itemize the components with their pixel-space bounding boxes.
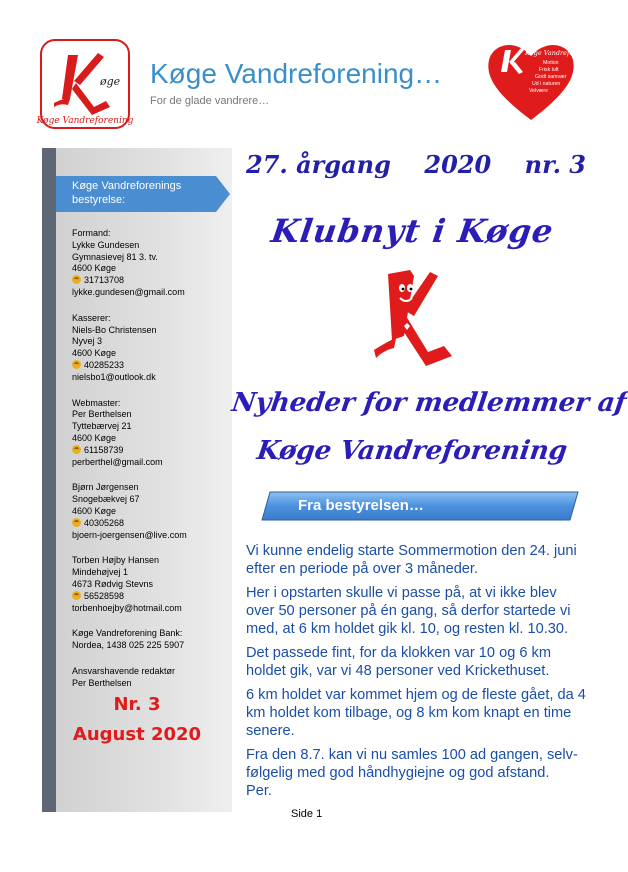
newsletter-title: Klubnyt i Køge [268, 212, 557, 250]
contact-phone [72, 275, 232, 287]
logo-text: Køge Vandreforening [36, 116, 134, 126]
heart-word: Godt samvær [535, 74, 567, 80]
koege-vandreforening-logo [36, 39, 134, 129]
editor-info [72, 666, 232, 690]
contact-line: Gymnasievej 81 3. tv. [72, 251, 158, 262]
contact-line: Niels-Bo Christensen [72, 324, 157, 335]
phone-icon [72, 445, 81, 454]
contact-phone [72, 591, 232, 603]
contact-email[interactable]: nielsbo1@outlook.dk [72, 371, 156, 382]
phone-number: 40305268 [84, 517, 125, 528]
contact-line: Mindehøjvej 1 [72, 567, 129, 578]
phone-icon [72, 275, 81, 284]
contact-webmaster [72, 398, 232, 469]
board-banner [56, 176, 216, 212]
page-number: Side 1 [291, 808, 323, 820]
site-title: Køge Vandreforening… [150, 58, 443, 89]
contact-phone [72, 518, 232, 530]
issue-number [42, 690, 232, 750]
contact-line: 4673 Rødvig Stevns [72, 578, 154, 589]
issue-number-line: Nr. 3 [113, 694, 161, 715]
contact-line: 4600 Køge [72, 505, 117, 516]
volume: 27. årgang [246, 150, 391, 179]
paragraph: Det passede fint, for da klokken var 10 og 6 km holdet gik, var vi 48 personer ved Krickethuset. [246, 645, 552, 679]
paragraph: Her i opstarten skulle vi passe på, at vi ikke blev over 50 personer på én gang, så derfor startede vi med, at 6 km holdet gik kl. 10, og resten kl. 10.30. [246, 585, 571, 637]
bank-line: Køge Vandreforening Bank: [72, 628, 183, 639]
article-body [246, 542, 586, 806]
paragraph: 6 km holdet var kommet hjem og de fleste gået, da 4 km holdet kom tilbage, og 8 km kom knapt en time senere. [246, 687, 586, 739]
board-banner-line: Køge Vandreforenings [72, 180, 182, 192]
heart-word: Frisk luft [539, 67, 559, 73]
k-mascot-logo [370, 266, 460, 376]
volume-line [246, 150, 586, 179]
contact-line: Snogebækvej 67 [72, 494, 140, 505]
issue: nr. 3 [524, 150, 586, 179]
contact-line: Lykke Gundesen [72, 239, 140, 250]
contact-line: 4600 Køge [72, 432, 117, 443]
bank-line: Nordea, 1438 025 225 5907 [72, 640, 185, 651]
headline-line-2: Køge Vandreforening [254, 436, 570, 466]
contact-member [72, 482, 232, 541]
contact-line: Webmaster: [72, 397, 121, 408]
headline-line-1: Nyheder for medlemmer af [229, 388, 628, 418]
editor-line: Per Berthelsen [72, 677, 132, 688]
phone-number: 31713708 [84, 275, 125, 286]
site-tagline: For de glade vandrere… [150, 95, 270, 107]
svg-text:øge: øge [100, 75, 121, 88]
contact-email[interactable]: bjoern-joergensen@live.com [72, 529, 187, 540]
editor-line: Ansvarshavende redaktør [72, 665, 176, 676]
contact-email[interactable]: perberthel@gmail.com [72, 456, 163, 467]
contact-formand [72, 228, 232, 299]
contact-line: Tyttebærvej 21 [72, 421, 132, 432]
heart-brand: Køge Vandreforening [525, 49, 595, 57]
contact-line: Kasserer: [72, 312, 111, 323]
heart-word: Velvære [529, 88, 549, 94]
contact-line: Torben Højby Hansen [72, 555, 160, 566]
heart-word: Motion [543, 60, 559, 66]
issue-date-line: August 2020 [72, 724, 202, 745]
contact-phone [72, 445, 232, 457]
year: 2020 [424, 150, 492, 179]
paragraph: Fra den 8.7. kan vi nu samles 100 ad gangen, selv-følgelig med god håndhygiejne og god afstand. [246, 747, 578, 781]
signature: Per. [246, 783, 272, 799]
contact-line: 4600 Køge [72, 263, 117, 274]
contact-line: Bjørn Jørgensen [72, 482, 139, 493]
phone-icon [72, 360, 81, 369]
board-contacts [72, 228, 232, 704]
phone-icon [72, 518, 81, 527]
banner-arrow [216, 176, 230, 212]
contact-phone [72, 360, 232, 372]
contact-line: Per Berthelsen [72, 409, 132, 420]
contact-line: Formand: [72, 228, 111, 238]
contact-email[interactable]: lykke.gundesen@gmail.com [72, 286, 185, 297]
contact-member [72, 555, 232, 614]
phone-number: 40285233 [84, 359, 125, 370]
contact-line: Nyvej 3 [72, 336, 103, 347]
contact-email[interactable]: torbenhoejby@hotmail.com [72, 602, 182, 613]
bank-info [72, 628, 232, 652]
contact-line: 4600 Køge [72, 348, 117, 359]
contact-kasserer [72, 313, 232, 384]
paragraph: Vi kunne endelig starte Sommermotion den 24. juni efter en periode på over 3 måneder. [246, 543, 577, 577]
phone-icon [72, 591, 81, 600]
heart-logo [485, 38, 595, 122]
phone-number: 61158739 [84, 444, 124, 455]
board-banner-line: bestyrelse: [72, 194, 126, 206]
section-title: Fra bestyrelsen… [298, 497, 424, 514]
heart-word: Ud i naturen [532, 81, 561, 87]
phone-number: 56528598 [84, 590, 125, 601]
